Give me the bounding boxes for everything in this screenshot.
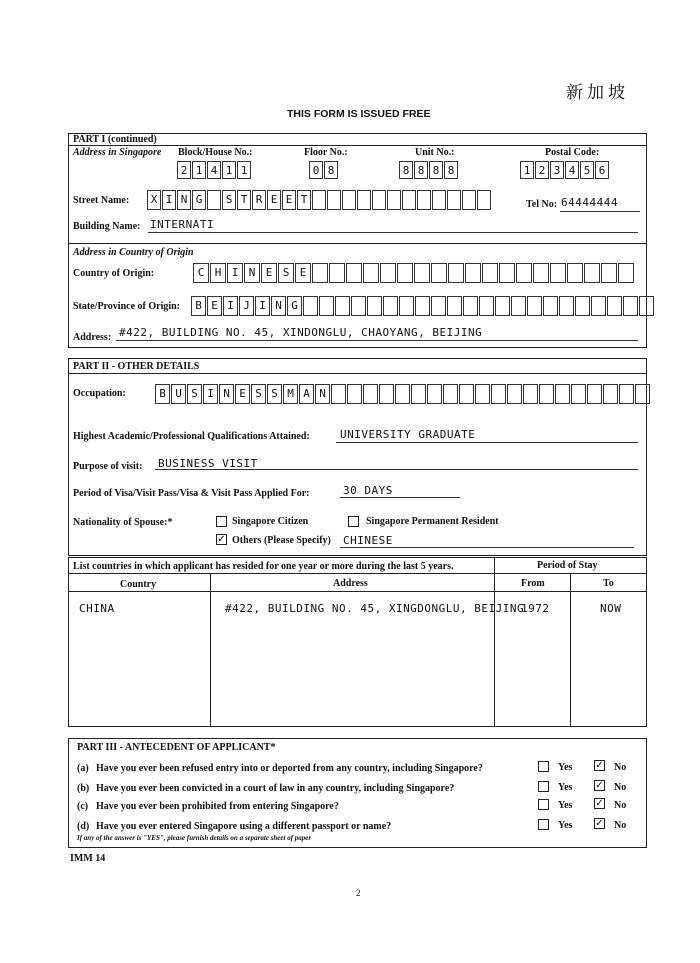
char-box[interactable]: N <box>177 190 191 210</box>
char-box[interactable]: I <box>255 296 270 316</box>
qualifications-label: Highest Academic/Professional Qualifications Attained: <box>73 431 310 442</box>
char-box[interactable] <box>499 263 515 283</box>
char-box[interactable] <box>555 384 570 404</box>
char-box[interactable] <box>618 263 634 283</box>
char-box[interactable]: 2 <box>177 161 191 179</box>
country-of-origin-field[interactable] <box>193 263 635 283</box>
char-box[interactable] <box>372 190 386 210</box>
residence-list-label: List countries in which applicant has resided for one year or more during the last 5 years. <box>73 561 454 572</box>
char-box[interactable] <box>380 263 396 283</box>
char-box[interactable]: B <box>191 296 206 316</box>
char-box[interactable] <box>414 263 430 283</box>
char-box[interactable]: E <box>207 296 222 316</box>
char-box[interactable] <box>331 384 346 404</box>
char-box[interactable]: 4 <box>207 161 221 179</box>
char-box[interactable] <box>346 263 362 283</box>
state-label: State/Province of Origin: <box>73 301 181 312</box>
citizen-option-label: Singapore Citizen <box>232 516 309 527</box>
char-box[interactable] <box>523 384 538 404</box>
char-box[interactable]: 2 <box>535 161 549 179</box>
char-box[interactable]: T <box>297 190 311 210</box>
row-from: 1972 <box>521 602 550 615</box>
char-box[interactable] <box>533 263 549 283</box>
char-box[interactable] <box>363 263 379 283</box>
char-box[interactable]: N <box>244 263 260 283</box>
char-box[interactable] <box>431 263 447 283</box>
question-letter: (d) <box>77 821 90 832</box>
char-box[interactable] <box>411 384 426 404</box>
char-box[interactable]: B <box>155 384 170 404</box>
char-box[interactable] <box>543 296 558 316</box>
char-box[interactable] <box>465 263 481 283</box>
street-name-field[interactable] <box>147 190 492 210</box>
char-box[interactable]: A <box>299 384 314 404</box>
char-box[interactable] <box>342 190 356 210</box>
char-box[interactable] <box>399 296 414 316</box>
char-box[interactable] <box>335 296 350 316</box>
address-origin-label: Address: <box>73 332 112 343</box>
char-box[interactable] <box>397 263 413 283</box>
no-checkbox[interactable]: ✓ <box>595 818 604 829</box>
char-box[interactable] <box>591 296 606 316</box>
char-box[interactable] <box>395 384 410 404</box>
question-letter: (c) <box>77 801 89 812</box>
address-origin-value[interactable]: #422, BUILDING NO. 45, XINDONGLU, CHAOYANG, BEIJING <box>119 326 483 339</box>
state-province-field[interactable] <box>191 296 655 316</box>
char-box[interactable]: 8 <box>444 161 458 179</box>
char-box[interactable] <box>448 263 464 283</box>
char-box[interactable]: G <box>287 296 302 316</box>
char-box[interactable] <box>312 190 326 210</box>
char-box[interactable] <box>351 296 366 316</box>
pr-checkbox[interactable] <box>348 516 359 527</box>
no-checkbox[interactable]: ✓ <box>595 798 604 809</box>
form-code: IMM 14 <box>70 853 106 864</box>
floor-label: Floor No.: <box>304 147 348 158</box>
char-box[interactable] <box>431 296 446 316</box>
char-box[interactable]: S <box>267 384 282 404</box>
char-box[interactable]: E <box>267 190 281 210</box>
part1-title: PART I (continued) <box>73 134 157 145</box>
char-box[interactable]: E <box>295 263 311 283</box>
question-text: Have you ever been convicted in a court of law in any country, including Singapore? <box>96 783 455 794</box>
question-text: Have you ever entered Singapore using a different passport or name? <box>96 821 392 832</box>
char-box[interactable] <box>507 384 522 404</box>
char-box[interactable] <box>567 263 583 283</box>
no-label: No <box>614 820 627 831</box>
char-box[interactable]: N <box>271 296 286 316</box>
postal-label: Postal Code: <box>545 147 600 158</box>
block-number-field[interactable] <box>177 161 252 179</box>
yes-label: Yes <box>558 800 573 811</box>
col-to-header: To <box>603 578 614 589</box>
char-box[interactable]: 0 <box>309 161 323 179</box>
page-number: 2 <box>356 888 361 898</box>
purpose-label: Purpose of visit: <box>73 461 143 472</box>
char-box[interactable] <box>387 190 401 210</box>
char-box[interactable]: 1 <box>192 161 206 179</box>
issued-free-notice: THIS FORM IS ISSUED FREE <box>287 108 431 120</box>
char-box[interactable]: S <box>278 263 294 283</box>
question-letter: (a) <box>77 763 89 774</box>
char-box[interactable] <box>427 384 442 404</box>
char-box[interactable]: S <box>222 190 236 210</box>
part3-footnote: If any of the answer is "YES", please furnish details on a separate sheet of paper <box>77 834 312 842</box>
char-box[interactable]: U <box>171 384 186 404</box>
yes-label: Yes <box>558 762 573 773</box>
no-checkbox[interactable]: ✓ <box>595 780 604 791</box>
qualifications-value[interactable]: UNIVERSITY GRADUATE <box>340 428 476 441</box>
char-box[interactable] <box>379 384 394 404</box>
floor-number-field[interactable] <box>309 161 339 179</box>
char-box[interactable] <box>415 296 430 316</box>
char-box[interactable]: S <box>187 384 202 404</box>
char-box[interactable]: N <box>219 384 234 404</box>
char-box[interactable] <box>619 384 634 404</box>
part2-title: PART II - OTHER DETAILS <box>73 361 200 372</box>
no-label: No <box>614 762 627 773</box>
occupation-label: Occupation: <box>73 388 126 399</box>
char-box[interactable]: 1 <box>222 161 236 179</box>
char-box[interactable] <box>601 263 617 283</box>
char-box[interactable] <box>639 296 654 316</box>
others-option-label: Others (Please Specify) <box>232 535 331 546</box>
char-box[interactable]: 8 <box>399 161 413 179</box>
char-box[interactable] <box>479 296 494 316</box>
char-box[interactable] <box>571 384 586 404</box>
no-label: No <box>614 800 627 811</box>
char-box[interactable] <box>635 384 650 404</box>
question-letter: (b) <box>77 783 90 794</box>
char-box[interactable]: I <box>223 296 238 316</box>
char-box[interactable]: 3 <box>550 161 564 179</box>
char-box[interactable]: 8 <box>429 161 443 179</box>
char-box[interactable]: I <box>203 384 218 404</box>
others-value[interactable]: CHINESE <box>343 534 393 547</box>
singapore-address-label: Address in Singapore <box>73 147 162 158</box>
char-box[interactable]: N <box>315 384 330 404</box>
postal-code-field[interactable] <box>520 161 610 179</box>
char-box[interactable] <box>584 263 600 283</box>
period-value[interactable]: 30 DAYS <box>343 484 393 497</box>
row-address: #422, BUILDING NO. 45, XINGDONGLU, BEIJING <box>225 602 525 615</box>
tel-label: Tel No: <box>526 199 558 210</box>
question-text: Have you ever been refused entry into or deported from any country, including Singapore? <box>96 763 483 774</box>
char-box[interactable] <box>603 384 618 404</box>
citizen-checkbox[interactable] <box>216 516 227 527</box>
char-box[interactable]: 4 <box>565 161 579 179</box>
char-box[interactable]: M <box>283 384 298 404</box>
yes-checkbox[interactable] <box>538 761 549 772</box>
char-box[interactable]: G <box>192 190 206 210</box>
country-origin-label: Country of Origin: <box>73 268 155 279</box>
char-box[interactable]: 6 <box>595 161 609 179</box>
char-box[interactable]: R <box>252 190 266 210</box>
char-box[interactable] <box>559 296 574 316</box>
row-country: CHINA <box>79 602 115 615</box>
char-box[interactable]: X <box>147 190 161 210</box>
char-box[interactable]: 1 <box>520 161 534 179</box>
char-box[interactable]: I <box>162 190 176 210</box>
char-box[interactable] <box>575 296 590 316</box>
block-label: Block/House No.: <box>178 147 253 158</box>
char-box[interactable] <box>516 263 532 283</box>
tel-value[interactable]: 64444444 <box>561 196 618 209</box>
char-box[interactable]: C <box>193 263 209 283</box>
no-checkbox[interactable]: ✓ <box>595 760 604 771</box>
char-box[interactable] <box>623 296 638 316</box>
char-box[interactable] <box>462 190 476 210</box>
char-box[interactable]: E <box>261 263 277 283</box>
char-box[interactable] <box>383 296 398 316</box>
char-box[interactable] <box>443 384 458 404</box>
char-box[interactable] <box>482 263 498 283</box>
char-box[interactable] <box>329 263 345 283</box>
char-box[interactable]: 1 <box>237 161 251 179</box>
unit-number-field[interactable] <box>399 161 459 179</box>
building-label: Building Name: <box>73 221 141 232</box>
char-box[interactable] <box>475 384 490 404</box>
char-box[interactable]: I <box>227 263 243 283</box>
char-box[interactable] <box>527 296 542 316</box>
char-box[interactable] <box>550 263 566 283</box>
char-box[interactable] <box>607 296 622 316</box>
char-box[interactable] <box>347 384 362 404</box>
col-country-header: Country <box>120 579 157 590</box>
char-box[interactable]: H <box>210 263 226 283</box>
pr-option-label: Singapore Permanent Resident <box>366 516 499 527</box>
yes-label: Yes <box>558 782 573 793</box>
yes-checkbox[interactable] <box>538 819 549 830</box>
char-box[interactable] <box>207 190 221 210</box>
street-label: Street Name: <box>73 195 130 206</box>
char-box[interactable] <box>417 190 431 210</box>
period-label: Period of Visa/Visit Pass/Visa & Visit Pass Applied For: <box>73 488 310 499</box>
char-box[interactable] <box>477 190 491 210</box>
origin-address-label: Address in Country of Origin <box>73 247 194 258</box>
char-box[interactable]: 5 <box>580 161 594 179</box>
occupation-field[interactable] <box>155 384 651 404</box>
char-box[interactable] <box>303 296 318 316</box>
period-of-stay-header: Period of Stay <box>537 560 598 571</box>
char-box[interactable]: E <box>282 190 296 210</box>
char-box[interactable] <box>367 296 382 316</box>
col-from-header: From <box>521 578 545 589</box>
char-box[interactable] <box>327 190 341 210</box>
question-text: Have you ever been prohibited from entering Singapore? <box>96 801 339 812</box>
char-box[interactable]: E <box>235 384 250 404</box>
yes-checkbox[interactable] <box>538 799 549 810</box>
char-box[interactable] <box>491 384 506 404</box>
no-label: No <box>614 782 627 793</box>
char-box[interactable]: S <box>251 384 266 404</box>
unit-label: Unit No.: <box>415 147 455 158</box>
building-value[interactable]: INTERNATI <box>150 218 215 231</box>
char-box[interactable] <box>432 190 446 210</box>
char-box[interactable] <box>539 384 554 404</box>
char-box[interactable]: 8 <box>414 161 428 179</box>
char-box[interactable] <box>459 384 474 404</box>
purpose-value[interactable]: BUSINESS VISIT <box>158 457 258 470</box>
char-box[interactable] <box>447 190 461 210</box>
char-box[interactable] <box>463 296 478 316</box>
char-box[interactable]: T <box>237 190 251 210</box>
char-box[interactable] <box>319 296 334 316</box>
others-checkbox[interactable]: ✓ <box>217 534 226 545</box>
char-box[interactable] <box>312 263 328 283</box>
char-box[interactable] <box>357 190 371 210</box>
char-box[interactable] <box>363 384 378 404</box>
char-box[interactable] <box>447 296 462 316</box>
char-box[interactable]: J <box>239 296 254 316</box>
part3-title: PART III - ANTECEDENT OF APPLICANT* <box>77 742 276 753</box>
spouse-label: Nationality of Spouse:* <box>73 517 173 528</box>
chinese-title: 新加坡 <box>566 83 629 103</box>
col-address-header: Address <box>333 578 368 589</box>
char-box[interactable]: 8 <box>324 161 338 179</box>
char-box[interactable] <box>511 296 526 316</box>
yes-checkbox[interactable] <box>538 781 549 792</box>
char-box[interactable] <box>495 296 510 316</box>
row-to: NOW <box>600 602 622 615</box>
yes-label: Yes <box>558 820 573 831</box>
char-box[interactable] <box>402 190 416 210</box>
char-box[interactable] <box>587 384 602 404</box>
